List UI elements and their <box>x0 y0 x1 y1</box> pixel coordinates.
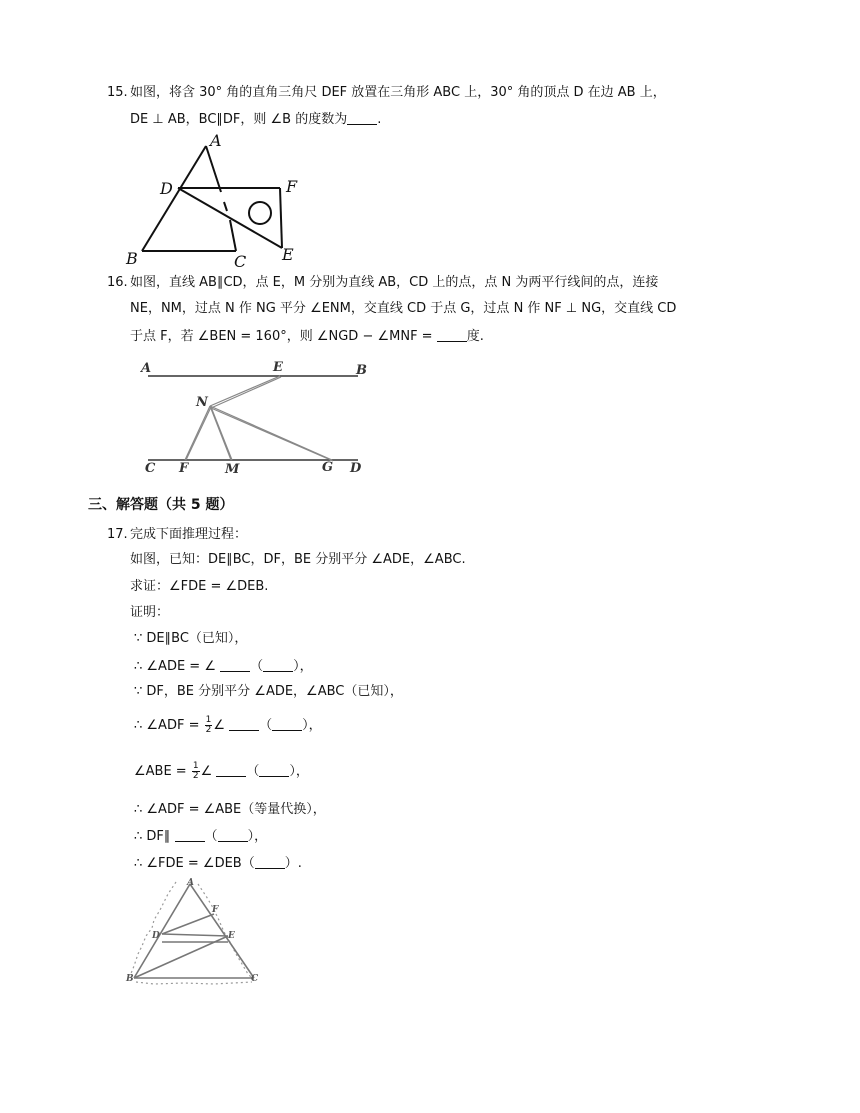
q17-figure-noise <box>130 882 254 984</box>
q17-step8 <box>134 854 302 873</box>
q16-segment-ne-2 <box>211 377 281 408</box>
q15-side-ac-lower <box>230 220 236 251</box>
q17-step2-blank-reason[interactable] <box>263 657 293 672</box>
q16-text-line1: 如图，直线 AB∥CD，点 E，M 分别为直线 AB，CD 上的点，点 N 为两平行线间的点，连接 <box>130 275 659 290</box>
q17-label-e: E <box>228 931 235 941</box>
q15-answer-blank[interactable] <box>347 110 377 125</box>
q15-label-e: E <box>282 245 294 264</box>
q17-step5-frac-den: 2 <box>192 771 199 781</box>
q17-step8-end: ）. <box>284 856 302 871</box>
q17-figure <box>124 876 264 988</box>
q16-label-b: B <box>356 363 367 378</box>
q16-label-f: F <box>179 461 189 476</box>
q17-step2-end: ）， <box>293 659 313 674</box>
q16-line3-text: 于点 F，若 ∠BEN = 160°，则 ∠NGD − ∠MNF = <box>130 329 433 344</box>
q17-step4-angle: ∠ <box>213 718 225 733</box>
q16-label-d: D <box>350 461 362 476</box>
q17-step7 <box>134 827 267 846</box>
q17-step5-angle: ∠ <box>200 764 213 779</box>
q17-label-b: B <box>126 974 134 984</box>
q15-text-line2 <box>130 110 381 129</box>
q17-segment-de <box>162 934 228 936</box>
q17-step2-blank-angle[interactable] <box>220 657 250 672</box>
q16-label-m: M <box>225 462 240 477</box>
q17-intro: 完成下面推理过程： <box>130 527 248 542</box>
q17-step8-text: ∴ ∠FDE = ∠DEB（ <box>134 856 255 871</box>
q17-step5-text: ∠ABE = <box>134 764 187 779</box>
q16-label-a: A <box>141 361 152 376</box>
q16-line3-end: 度. <box>466 329 484 344</box>
q15-number: 15. <box>107 85 128 100</box>
q17-label-f: F <box>212 905 219 915</box>
q17-step5-blank-angle[interactable] <box>216 762 246 777</box>
q17-step4-paren: （ <box>259 718 273 733</box>
q17-step5-frac-num: 1 <box>192 761 199 771</box>
q17-step4-blank-reason[interactable] <box>272 716 302 731</box>
q15-label-a: A <box>210 131 222 150</box>
q15-figure <box>120 130 310 270</box>
q15-label-f: F <box>286 177 298 196</box>
q16-answer-blank[interactable] <box>437 327 467 342</box>
q17-step4-end: ）， <box>302 718 322 733</box>
q15-side-ac-upper <box>206 146 221 192</box>
q17-step3: ∵ DF，BE 分别平分 ∠ADE，∠ABC（已知）， <box>134 684 403 699</box>
q16-figure <box>140 355 380 480</box>
q17-step2-paren: （ <box>250 659 264 674</box>
q17-label-a: A <box>187 878 194 888</box>
q17-label-c: C <box>251 974 259 984</box>
q16-segment-ne <box>210 376 280 406</box>
q17-prove: 求证：∠FDE = ∠DEB. <box>130 579 269 594</box>
q16-label-g: G <box>322 460 334 475</box>
q15-line2-text: DE ⊥ AB，BC∥DF，则 ∠B 的度数为 <box>130 112 348 127</box>
q17-step4-frac-num: 1 <box>205 715 212 725</box>
q15-ruler-hole <box>249 202 271 224</box>
q17-step4-text: ∴ ∠ADF = <box>134 718 200 733</box>
q17-given: 如图，已知：DE∥BC，DF，BE 分别平分 ∠ADE，∠ABC. <box>130 552 466 567</box>
q17-step7-text: ∴ DF∥ <box>134 829 171 844</box>
q17-step7-blank-reason[interactable] <box>218 827 248 842</box>
q16-segment-nf-2 <box>186 407 211 460</box>
q17-step5-paren: （ <box>246 764 260 779</box>
q17-side-ab <box>134 884 190 978</box>
q17-step4-blank-angle[interactable] <box>229 716 259 731</box>
q16-segment-nf <box>185 406 210 460</box>
q15-side-fe <box>280 188 282 248</box>
q17-step2 <box>134 657 313 676</box>
q17-side-ac <box>190 884 254 978</box>
q16-label-n: N <box>196 395 208 410</box>
q16-label-e: E <box>273 360 283 375</box>
q16-text-line2: NE，NM，过点 N 作 NG 平分 ∠ENM，交直线 CD 于点 G，过点 N 作 NF ⊥ NG，交直线 CD <box>130 301 677 316</box>
q16-number: 16. <box>107 275 128 290</box>
q17-step7-paren: （ <box>204 829 218 844</box>
q17-step5 <box>134 762 309 781</box>
q17-step2-text: ∴ ∠ADE = ∠ <box>134 659 216 674</box>
q15-side-de <box>178 188 282 248</box>
q17-label-d: D <box>152 931 160 941</box>
q17-step7-end: ）， <box>247 829 268 844</box>
q17-step5-fraction <box>192 762 200 781</box>
q17-number: 17. <box>107 527 128 542</box>
q17-step8-blank-reason[interactable] <box>255 854 285 869</box>
q15-side-ac-dash <box>224 202 227 211</box>
q17-step4-fraction <box>205 716 213 735</box>
q17-step1: ∵ DE∥BC（已知）， <box>134 631 248 646</box>
q17-step4 <box>134 716 322 735</box>
q17-step5-blank-reason[interactable] <box>259 762 289 777</box>
q15-line2-end: . <box>377 112 382 127</box>
q15-text-line1: 如图，将含 30° 角的直角三角尺 DEF 放置在三角形 ABC 上，30° 角的顶点 D 在边 AB 上， <box>130 85 666 100</box>
q15-label-b: B <box>126 249 138 268</box>
q17-step6: ∴ ∠ADF = ∠ABE（等量代换）， <box>134 802 326 817</box>
q17-step4-frac-den: 2 <box>205 725 212 735</box>
q16-text-line3 <box>130 327 484 346</box>
q16-label-c: C <box>145 461 156 476</box>
section-title: 三、解答题（共 5 题） <box>88 497 234 513</box>
q17-proof-label: 证明： <box>130 605 170 620</box>
q15-label-d: D <box>160 179 173 198</box>
q17-step5-end: ）， <box>289 764 309 779</box>
q15-label-c: C <box>234 252 247 270</box>
q17-step7-blank-line[interactable] <box>175 827 205 842</box>
